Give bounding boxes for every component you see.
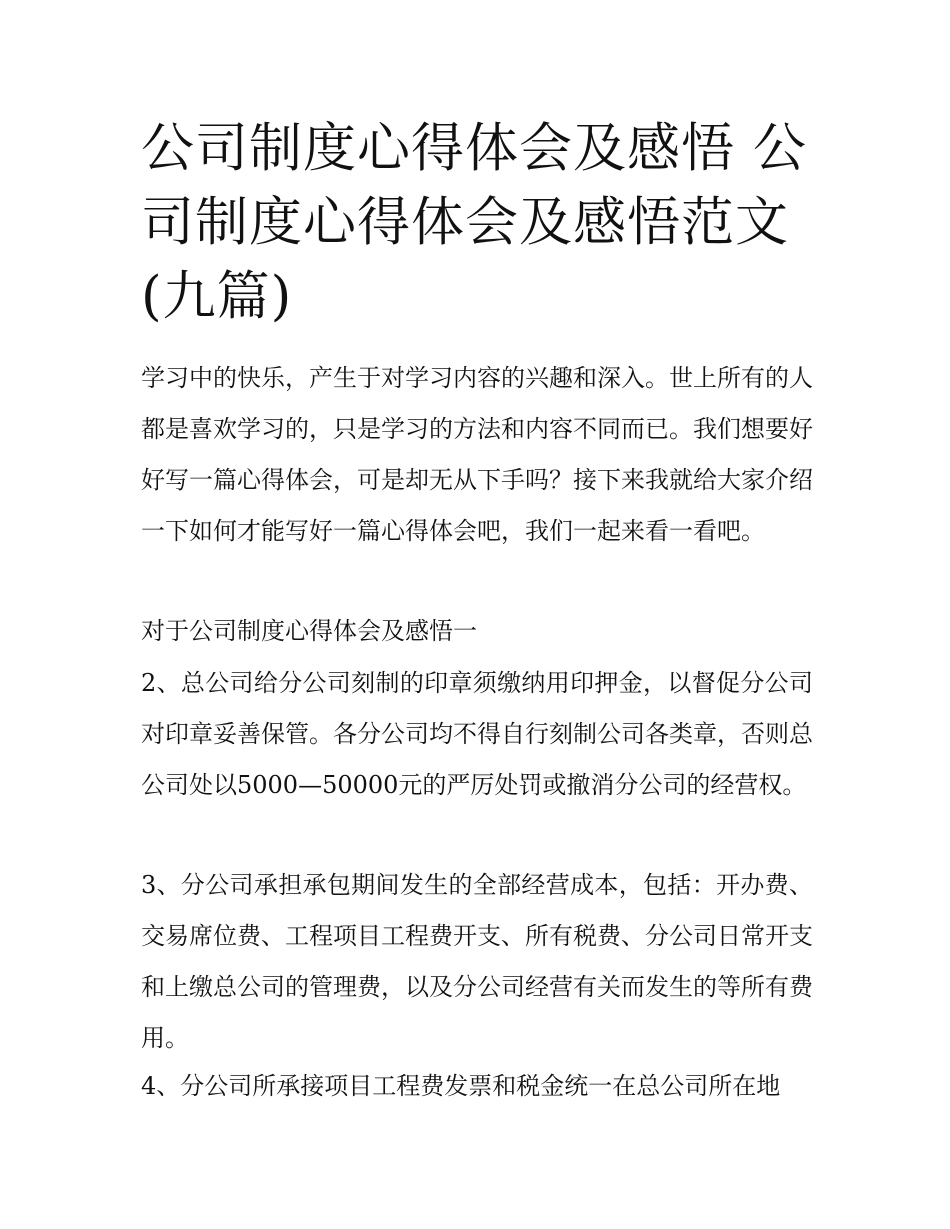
document-title: 公司制度心得体会及感悟 公司制度心得体会及感悟范文(九篇) xyxy=(141,118,807,327)
list-item: 2、总公司给分公司刻制的印章须缴纳用印押金，以督促分公司对印章妥善保管。各分公司均不得自行刻制公司各类章，否则总公司处以5000—50000元的严厉处罚或撤消分公司的经营权。 xyxy=(141,669,813,799)
list-item: 4、分公司所承接项目工程费发票和税金统一在总公司所在地 xyxy=(141,1072,781,1100)
section-heading: 对于公司制度心得体会及感悟一 xyxy=(141,617,477,645)
intro-paragraph: 学习中的快乐，产生于对学习内容的兴趣和深入。世上所有的人都是喜欢学习的，只是学习的方法和内容不同而已。我们想要好好写一篇心得体会，可是却无从下手吗？接下来我就给大家介绍一下如何才能写好一篇心得体会吧，我们一起来看一看吧。 xyxy=(141,364,813,545)
list-item: 3、分公司承担承包期间发生的全部经营成本，包括：开办费、交易席位费、工程项目工程费开支、所有税费、分公司日常开支和上缴总公司的管理费，以及分公司经营有关而发生的等所有费用。 xyxy=(141,871,813,1052)
